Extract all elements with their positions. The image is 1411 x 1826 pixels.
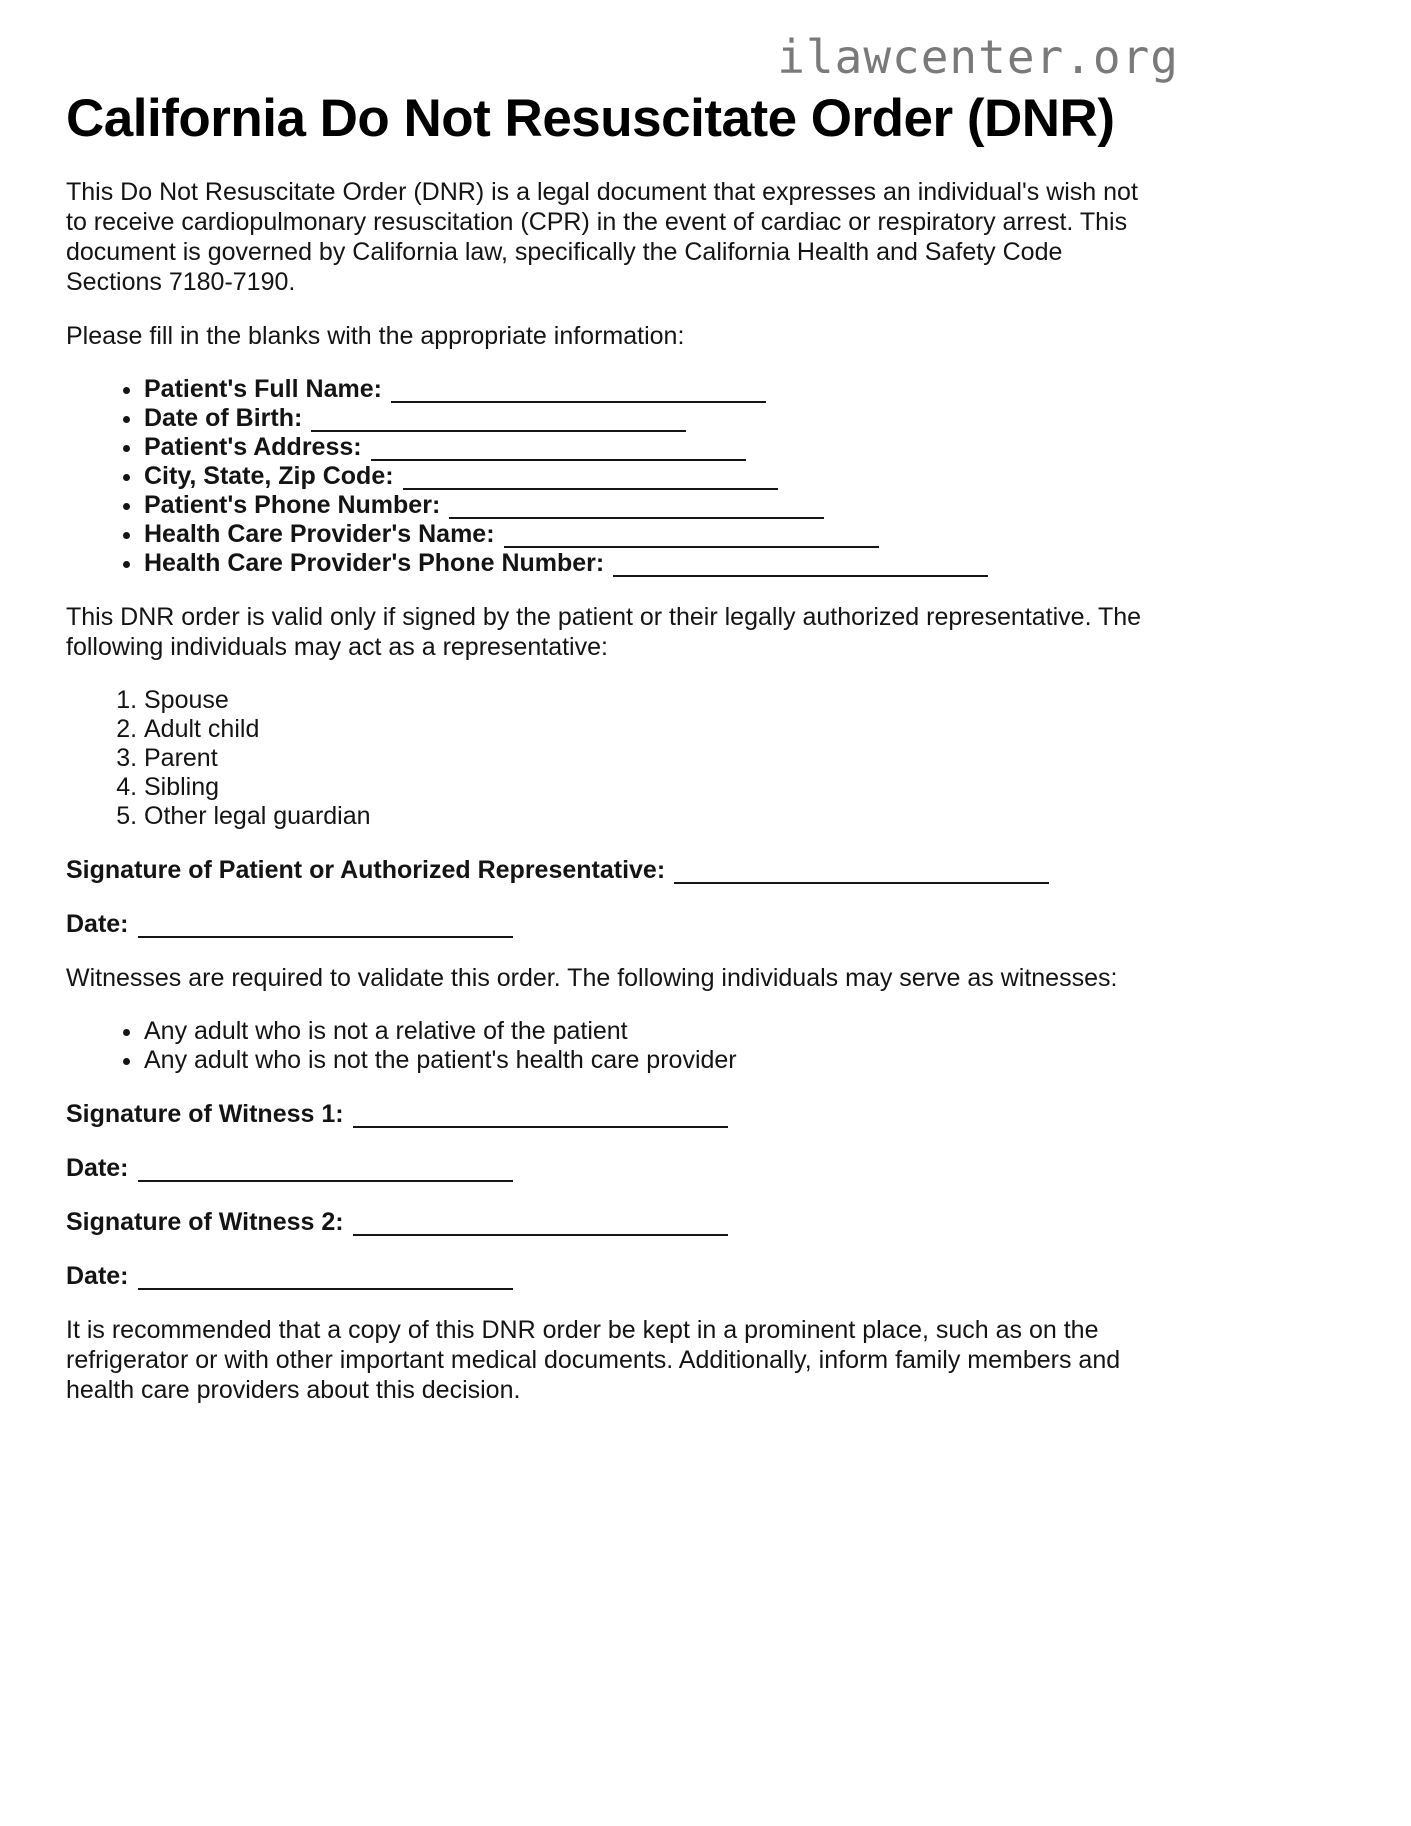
patient-signature-date-blank [138, 932, 513, 938]
field-item-date-of-birth [144, 404, 1345, 433]
field-label: City, State, Zip Code: [144, 461, 394, 490]
date-label: Date: [66, 1261, 129, 1290]
field-item-patient-address [144, 433, 1345, 462]
representative-item-sibling: 4. Sibling [144, 773, 1345, 802]
patient-signature-label: Signature of Patient or Authorized Representative: [66, 855, 666, 884]
date-label: Date: [66, 909, 129, 938]
witness1-date-line [66, 1153, 1345, 1183]
provider-phone-blank [613, 571, 988, 577]
field-label: Patient's Address: [144, 432, 362, 461]
field-label: Health Care Provider's Name: [144, 519, 495, 548]
patient-phone-blank [449, 513, 824, 519]
witness-rule-not-provider: • Any adult who is not the patient's health care provider [144, 1046, 1345, 1075]
field-item-city-state-zip [144, 462, 1345, 491]
field-label: Patient's Phone Number: [144, 490, 441, 519]
witness1-date-blank [138, 1176, 513, 1182]
field-item-patient-full-name [144, 375, 1345, 404]
witness1-signature-blank [353, 1122, 728, 1128]
date-label: Date: [66, 1153, 129, 1182]
document-title: California Do Not Resuscitate Order (DNR) [66, 89, 1115, 148]
site-watermark: ilawcenter.org [777, 30, 1179, 84]
witness2-date-blank [138, 1284, 513, 1290]
patient-signature-date-line [66, 909, 1345, 939]
representative-item-parent: 3. Parent [144, 744, 1345, 773]
witness-rule-not-relative: • Any adult who is not a relative of the patient [144, 1017, 1345, 1046]
witness-intro-paragraph: Witnesses are required to validate this order. The following individuals may serve as witnesses: [66, 963, 1118, 992]
representative-item-other-guardian: 5. Other legal guardian [144, 802, 1345, 831]
fill-instruction-paragraph: Please fill in the blanks with the appropriate information: [66, 321, 685, 350]
representative-intro-paragraph: This DNR order is valid only if signed by the patient or their legally authorized representative. The following individuals may act as a representative: [66, 602, 1142, 661]
witness1-signature-label: Signature of Witness 1: [66, 1099, 344, 1128]
field-label: Date of Birth: [144, 403, 303, 432]
witness-eligibility-list [66, 1017, 1345, 1075]
witness2-signature-label: Signature of Witness 2: [66, 1207, 344, 1236]
representative-item-adult-child: 2. Adult child [144, 715, 1345, 744]
patient-full-name-blank [391, 397, 766, 403]
witness1-signature-line [66, 1099, 1345, 1129]
closing-paragraph: It is recommended that a copy of this DNR order be kept in a prominent place, such as on the refrigerator or with other important medical documents. Additionally, inform family members and health care providers about this decision. [66, 1315, 1121, 1404]
representatives-list [66, 686, 1345, 831]
field-item-patient-phone [144, 491, 1345, 520]
patient-signature-line [66, 855, 1345, 885]
city-state-zip-blank [403, 484, 778, 490]
patient-signature-blank [674, 878, 1049, 884]
intro-paragraph: This Do Not Resuscitate Order (DNR) is a legal document that expresses an individual's wish not to receive cardiopulmonary resuscitation (CPR) in the event of cardiac or respiratory arrest. This document is governed by California law, specifically the California Health and Safety Code Sections 7180-7190. [66, 177, 1138, 296]
provider-name-blank [504, 542, 879, 548]
witness2-date-line [66, 1261, 1345, 1291]
witness2-signature-line [66, 1207, 1345, 1237]
representative-item-spouse: 1. Spouse [144, 686, 1345, 715]
field-label: Patient's Full Name: [144, 374, 382, 403]
field-label: Health Care Provider's Phone Number: [144, 548, 605, 577]
patient-address-blank [371, 455, 746, 461]
witness2-signature-blank [353, 1230, 728, 1236]
patient-info-list [66, 375, 1345, 578]
field-item-provider-phone [144, 549, 1345, 578]
field-item-provider-name [144, 520, 1345, 549]
date-of-birth-blank [311, 426, 686, 432]
